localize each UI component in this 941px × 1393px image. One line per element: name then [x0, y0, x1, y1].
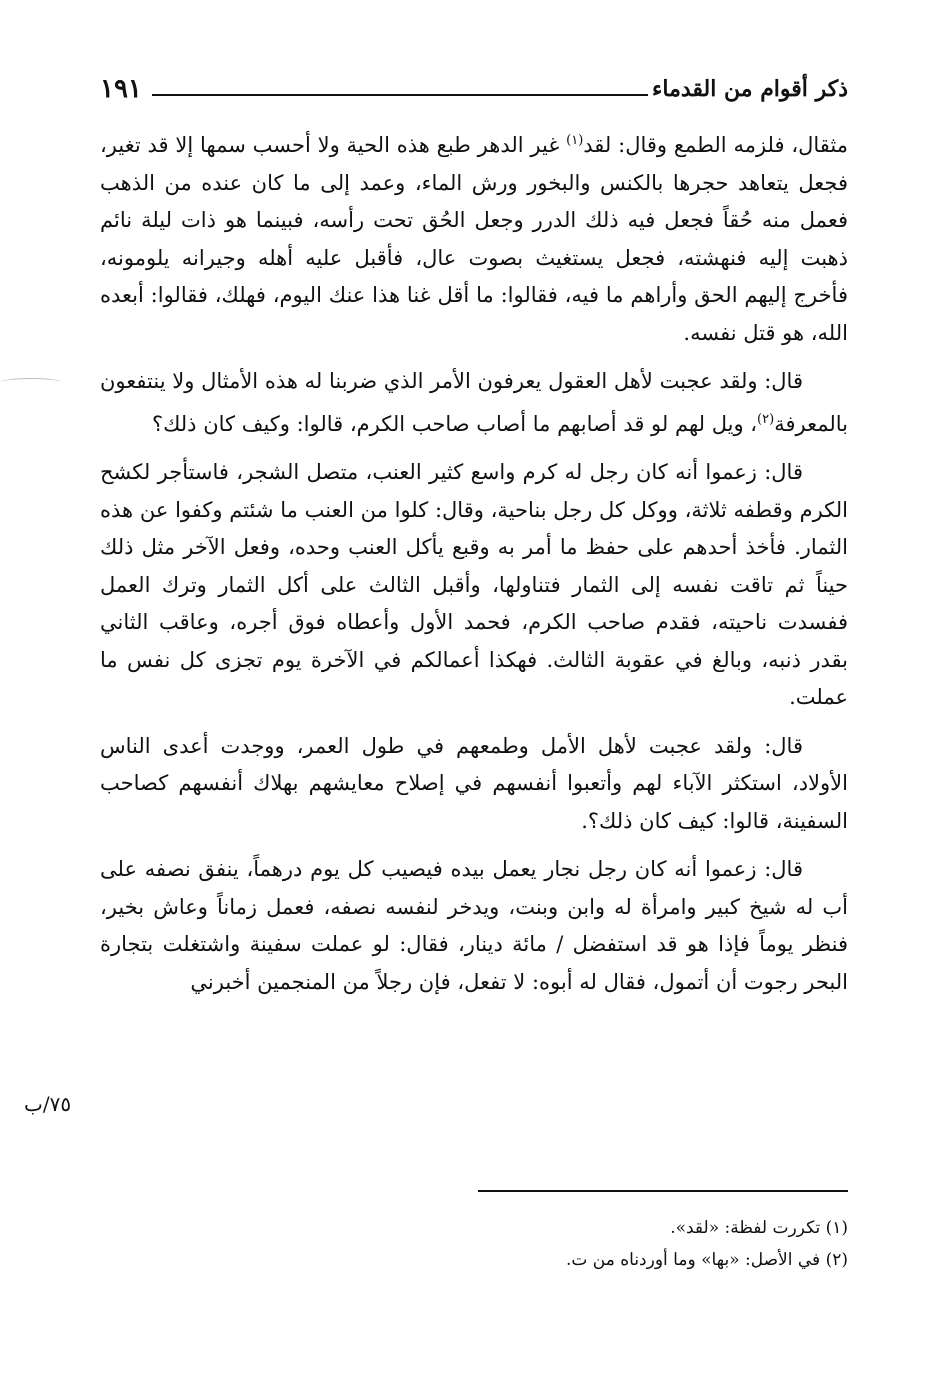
paragraph-text: قال: ولقد عجبت لأهل العقول يعرفون الأمر الذي ضربنا له هذه الأمثال ولا ينتفعون بالمعرفة [100, 369, 848, 436]
paragraph-text: قال: زعموا أنه كان رجل له كرم واسع كثير العنب، متصل الشجر، فاستأجر لكشح الكرم وقطفه ثلاثة، ووكل كل رجل بناحية، وقال: كلوا من العنب ما شئتم وكفوا عن هذه الثمار. فأخذ أحدهم على حفظ ما أمر به وقبع يأكل العنب وحده، وفعل الآخر مثل ذلك حيناً ثم تاقت نفسه إلى الثمار فتناولها، وأقبل الثالث على أكل الثمار وترك العمل ففسدت ناحيته، فقدم صاحب الكرم، فحمد الأول وأعطاه فوق أجره، وعاقب الثاني بقدر ذنبه، وبالغ في عقوبة الثالث. فهكذا أعمالكم في الآخرة يوم تجزى كل نفس ما عملت. [100, 460, 848, 709]
paragraph-text: قال: ولقد عجبت لأهل الأمل وطمعهم في طول العمر، ووجدت أعدى الناس الأولاد، استكثر الآباء لهم وأتعبوا أنفسهم في إصلاح معايشهم بهلاك أنفسهم كصاحب السفينة، قالوا: كيف كان ذلك؟. [100, 733, 848, 833]
paragraph [100, 122, 848, 352]
header-rule [152, 94, 648, 96]
footnotes [100, 1212, 848, 1276]
footnote: (١) تكررت لفظة: «لقد». [670, 1218, 848, 1238]
paragraph-text: ، ويل لهم لو قد أصابهم ما أصاب صاحب الكرم، قالوا: وكيف كان ذلك؟ [151, 411, 758, 436]
footnote-marker: (١) [566, 133, 584, 148]
footnote-marker: (٢) [757, 411, 775, 427]
paragraph [100, 454, 848, 717]
paragraph [100, 851, 848, 1001]
chapter-title: ذكر أقوام من القدماء [652, 76, 848, 102]
footnote: (٢) في الأصل: «بها» وما أوردناه من ت. [565, 1250, 848, 1270]
paragraph-text: قال: زعموا أنه كان رجل نجار يعمل بيده فيصيب كل يوم درهماً، ينفق نصفه على أب له شيخ كبير وامرأة له وابن وبنت، ويدخر لنفسه نصفه، فعمل زماناً وعاش بخير، فنظر يوماً فإذا هو قد استفضل / مائة دينار، فقال: لو عملت سفينة واشتغلت بتجارة البحر رجوت أن أتمول، فقال له أبوه: لا تفعل، فإن رجلاً من المنجمين أخبرني [100, 857, 848, 994]
main-text [100, 122, 848, 1012]
page-number: ١٩١ [100, 74, 142, 104]
scan-mark [0, 378, 62, 387]
paragraph [100, 363, 848, 443]
footnote-rule [478, 1190, 848, 1192]
running-header [100, 74, 848, 114]
paragraph-text: غير الدهر طبع هذه الحية ولا أحسب سمها إلا قد تغير، فجعل يتعاهد حجرها بالكنس والبخور ورش الماء، وعمد إلى ما كان عنده من الذهب فعمل منه حُقاً فجعل فيه ذلك الدرر وجعل الحُق تحت رأسه، فبينما هو ذات ليلة نائم ذهبت إليه فنهشته، فجعل يستغيث بصوت عال، فأقبل عليه أهله وجيرانه يلومونه، فأخرج إليهم الحق وأراهم ما فيه، فقالوا: ما أقل غنا هذا عنك اليوم، فهلك، فقالوا: أبعده الله، هو قتل نفسه. [100, 133, 848, 345]
manuscript-folio-note: ٧٥/ب [24, 1092, 72, 1116]
paragraph-text: مثقال، فلزمه الطمع وقال: لقد [583, 133, 848, 157]
paragraph [100, 728, 848, 841]
